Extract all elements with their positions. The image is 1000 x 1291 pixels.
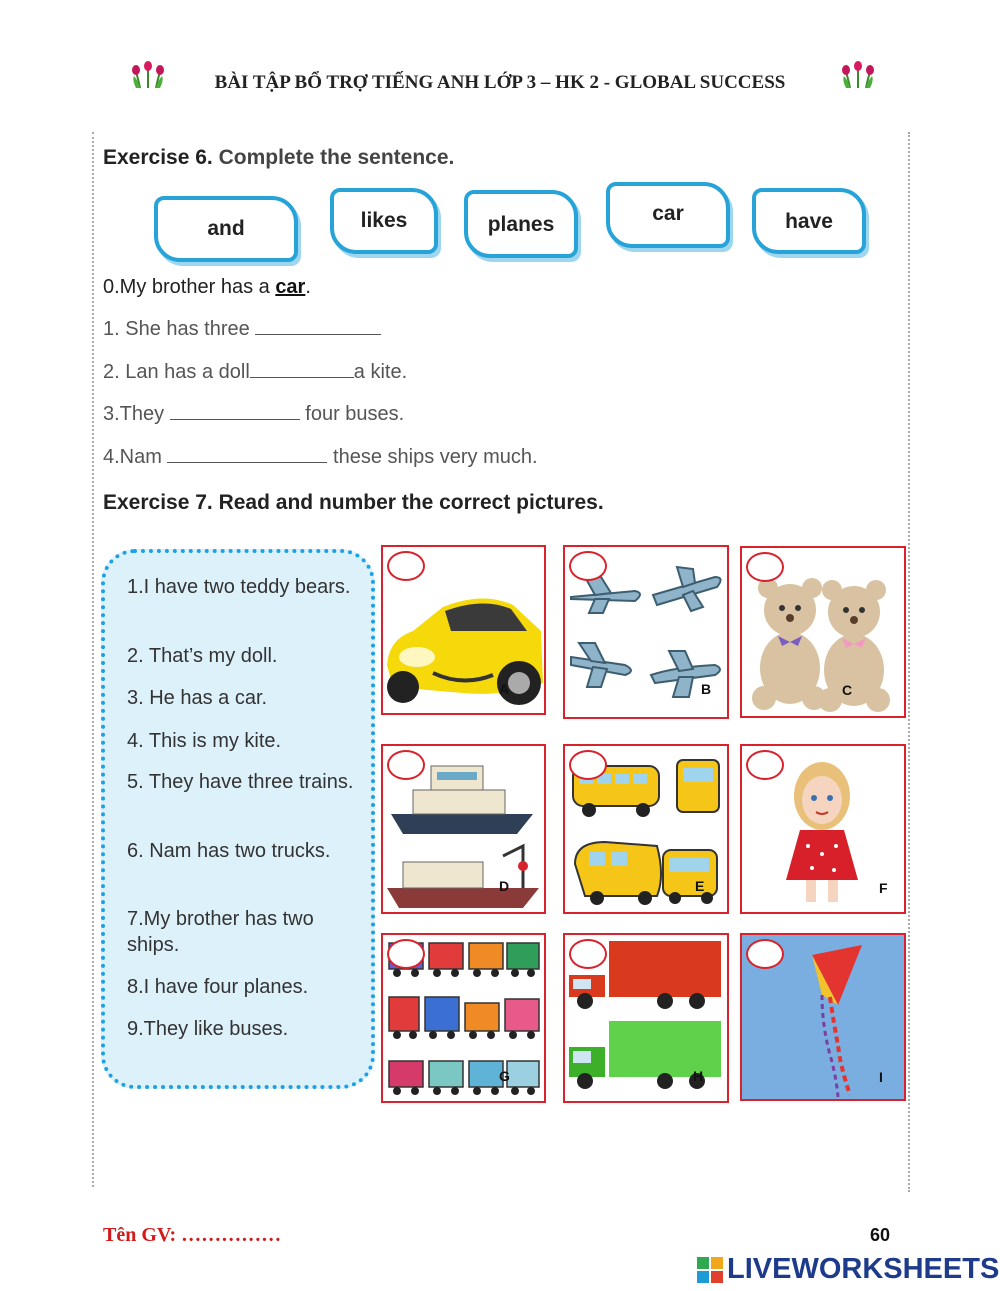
picture-letter: G: [499, 1068, 510, 1084]
sentence-2-text-before: 2. Lan has a doll: [103, 361, 250, 383]
tulip-flower-icon: [840, 58, 876, 94]
picture-letter: D: [499, 878, 510, 894]
liveworksheets-brand-text: LIVEWORKSHEETS: [727, 1253, 1000, 1285]
answer-blank-4[interactable]: [167, 448, 327, 463]
picture-trucks: [563, 933, 729, 1103]
picture-letter: I: [879, 1069, 883, 1085]
example-text-after: .: [305, 276, 311, 298]
picture-doll: [740, 744, 906, 914]
word-card-have: have: [752, 188, 866, 254]
exercise6-label: Exercise 6.: [103, 146, 213, 169]
sentence-3: [103, 403, 404, 426]
answer-number-circle[interactable]: [746, 939, 784, 969]
list-item: 2. That’s my doll.: [127, 645, 278, 667]
answer-number-circle[interactable]: [387, 551, 425, 581]
answer-number-circle[interactable]: [569, 551, 607, 581]
answer-blank-3[interactable]: [170, 405, 300, 420]
picture-buses: [563, 744, 729, 914]
list-item: 4. This is my kite.: [127, 730, 282, 752]
word-card-and: and: [154, 196, 298, 262]
answer-number-circle[interactable]: [746, 750, 784, 780]
list-item: 6. Nam has two trucks.: [127, 840, 331, 862]
example-answer: car: [275, 276, 306, 298]
page-border-right: [908, 132, 916, 1192]
sentence-list-box: [101, 549, 375, 1089]
list-item: 3. He has a car.: [127, 687, 268, 709]
answer-blank-2[interactable]: [250, 363, 354, 378]
exercise6-heading: [103, 146, 454, 170]
liveworksheets-logo-icon: [697, 1257, 723, 1283]
sentence-4: [103, 446, 538, 469]
picture-letter: C: [842, 682, 853, 698]
picture-planes: [563, 545, 729, 719]
page-border-left: [92, 132, 100, 1187]
picture-letter: B: [701, 681, 712, 697]
picture-kite: [740, 933, 906, 1101]
picture-teddy-bears: [740, 546, 906, 718]
picture-letter: E: [695, 878, 705, 894]
sentence-1-text: 1. She has three: [103, 318, 256, 340]
sentence-3-text-before: 3.They: [103, 403, 170, 425]
picture-car: [381, 545, 546, 715]
example-sentence: [103, 276, 311, 299]
answer-blank-1[interactable]: [255, 320, 381, 335]
picture-letter: H: [693, 1068, 704, 1084]
word-card-likes: likes: [330, 188, 438, 254]
word-card-car: car: [606, 182, 730, 248]
sentence-4-text-after: these ships very much.: [327, 446, 538, 468]
picture-letter: F: [879, 880, 888, 896]
word-card-planes: planes: [464, 190, 578, 258]
list-item: 8.I have four planes.: [127, 976, 309, 998]
answer-number-circle[interactable]: [746, 552, 784, 582]
sentence-1: [103, 318, 381, 341]
picture-trains: [381, 933, 546, 1103]
answer-number-circle[interactable]: [387, 939, 425, 969]
answer-number-circle[interactable]: [569, 939, 607, 969]
answer-number-circle[interactable]: [387, 750, 425, 780]
sentence-3-text-after: four buses.: [299, 403, 405, 425]
teacher-name-field: Tên GV: ……………: [103, 1224, 282, 1246]
sentence-4-text-before: 4.Nam: [103, 446, 168, 468]
list-item: 7.My brother has two ships.: [127, 908, 314, 956]
list-item: 1.I have two teddy bears.: [127, 576, 351, 598]
page-number: 60: [870, 1225, 891, 1245]
list-item: 5. They have three trains.: [127, 771, 354, 793]
example-text-before: 0.My brother has a: [103, 276, 276, 298]
sentence-2: [103, 361, 407, 384]
worksheet-header-title: BÀI TẬP BỔ TRỢ TIẾNG ANH LỚP 3 – HK 2 - GLOBAL SUCCESS: [214, 72, 786, 93]
picture-ships: [381, 744, 546, 914]
exercise6-instruction: Complete the sentence.: [218, 146, 455, 169]
picture-letter: A: [499, 681, 510, 697]
answer-number-circle[interactable]: [569, 750, 607, 780]
exercise7-heading: Exercise 7. Read and number the correct pictures.: [103, 491, 604, 514]
list-item: 9.They like buses.: [127, 1018, 289, 1040]
sentence-2-text-after: a kite.: [353, 361, 408, 383]
